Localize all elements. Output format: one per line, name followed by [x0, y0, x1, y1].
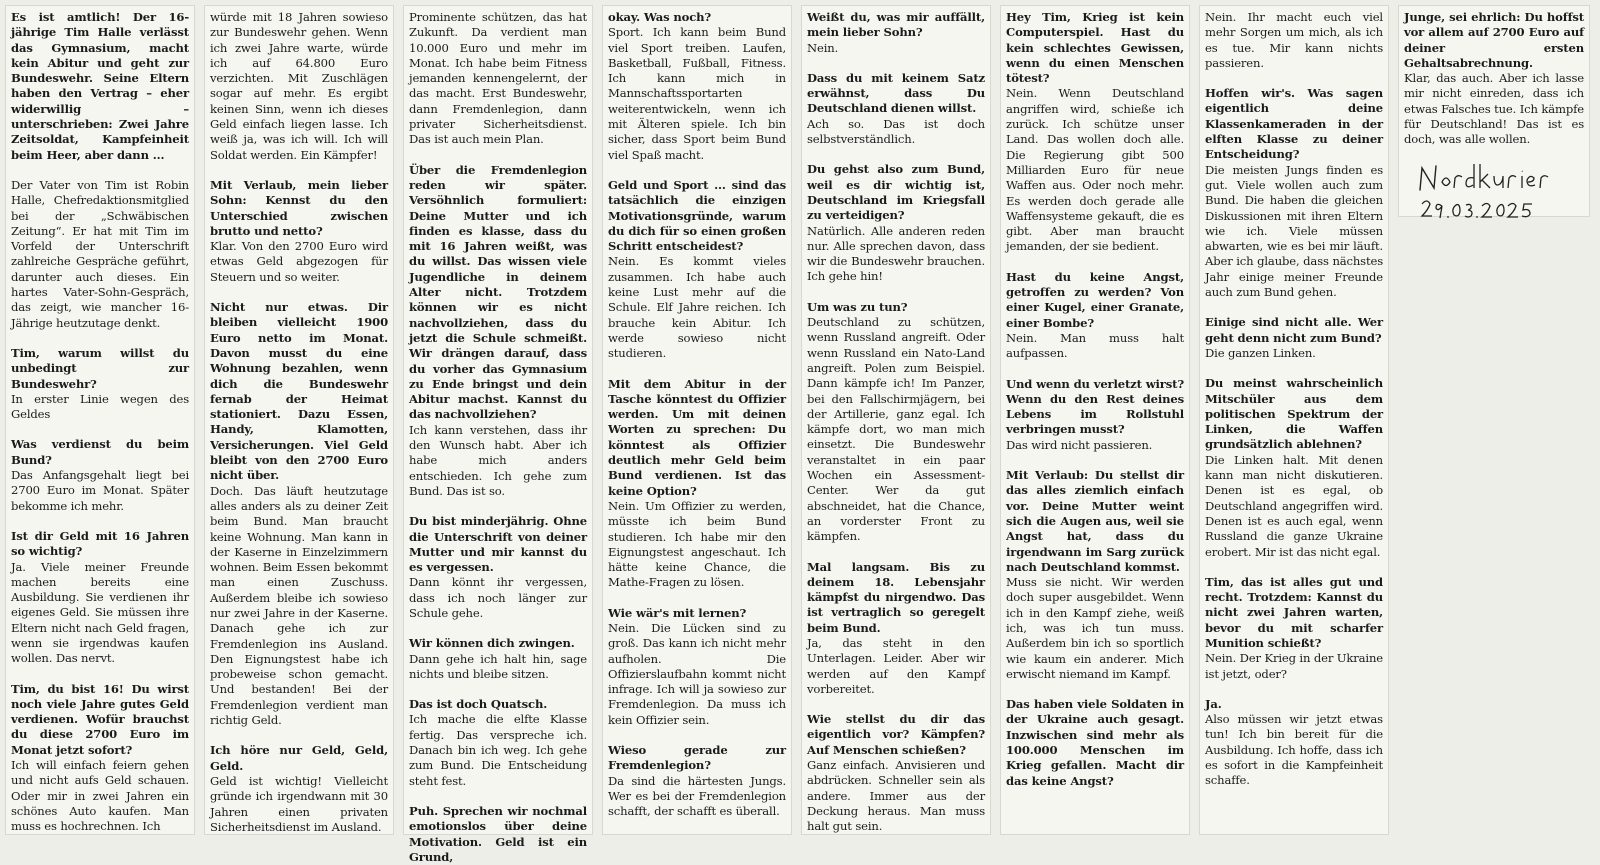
interview-question: Mit dem Abitur in der Tasche könntest du Offizier werden. Um mit deinen Worten zu sprechen: Du könntest als Offizier deutlich mehr Geld beim Bund verdienen. Ist das keine Option? — [608, 376, 786, 498]
interview-question: Tim, das ist alles gut und recht. Trotzdem: Kannst du nicht zwei Jahren warten, bevor du mit scharfer Munition schießt? — [1205, 574, 1383, 650]
interview-answer: Die ganzen Linken. — [1205, 345, 1316, 360]
interview-answer: Nein. Es kommt vieles zusammen. Ich habe auch keine Lust mehr auf die Schule. Elf Jahre reichen. Ich brauche kein Abitur. Ich werde sowieso nicht studieren. — [608, 254, 786, 361]
interview-question: Hey Tim, Krieg ist kein Computerspiel. Hast du kein schlechtes Gewissen, wenn du einen Menschen tötest? — [1006, 10, 1184, 86]
interview-question: Hoffen wir's. Was sagen eigentlich deine Klassenkameraden in der elften Klasse zu deiner Entscheidung? — [1205, 86, 1383, 162]
interview-answer: würde mit 18 Jahren sowieso zur Bundeswehr gehen. Wenn ich zwei Jahre warte, würde ich auf 64.800 Euro verzichten. Mit Zuschlägen sogar auf mehr. Es ergibt keinen Sinn, wenn ich dieses Geld einfach liegen lasse. Ich weiß ja, was ich will. Ich will Soldat werden. Ein Kämpfer! — [210, 10, 388, 162]
interview-answer: Nein. Der Krieg in der Ukraine ist jetzt, oder? — [1205, 651, 1383, 681]
interview-answer: Nein. Wenn Deutschland angriffen wird, schieße ich zurück. Ich schütze unser Land. Das wollen doch alle. Die Regierung gibt 500 Milliarden Euro für neue Waffen aus. Oder noch mehr. Es werden doch gerade alle Waffensysteme gekauft, die es gibt. Aber man braucht jemanden, der sie bedient. — [1006, 86, 1184, 254]
interview-answer: Ich will einfach feiern gehen und nicht aufs Geld schauen. Oder mir in zwei Jahren ein schönes Auto kaufen. Man muss es hochrechnen. Ich — [11, 758, 189, 834]
article-column-2 — [205, 6, 393, 834]
interview-question: Geld und Sport ... sind das tatsächlich die einzigen Motivationsgründe, warum du dich für so einen großen Schritt entscheidest? — [608, 177, 786, 254]
interview-answer: Also müssen wir jetzt etwas tun! Ich bin bereit für die Ausbildung. Ich hoffe, dass ich es sofort in die Kampfeinheit schaffe. — [1205, 712, 1383, 788]
article-column-6 — [1001, 6, 1189, 834]
interview-question: Du gehst also zum Bund, weil es dir wichtig ist, Deutschland im Kriegsfall zu verteidigen? — [807, 162, 985, 223]
interview-answer: Ich kann verstehen, dass ihr den Wunsch habt. Aber ich habe mich anders entschieden. Ich gehe zum Bund. Das ist so. — [409, 422, 587, 498]
interview-question: Du bist minderjährig. Ohne die Unterschrift von deiner Mutter und mir kannst du es vergessen. — [409, 514, 587, 575]
interview-question: Ich höre nur Geld, Geld, Geld. — [210, 743, 388, 773]
interview-question: Über die Fremdenlegion reden wir später. Versöhnlich formuliert: Deine Mutter und ich finden es klasse, dass du mit 16 Jahren weißt, was du willst. Das wissen viele Jugendliche in deinem Alter nicht. Trotzdem können wir es nicht nachvollziehen, dass du jetzt die Schule schmeißt. Wir drängen darauf, dass du vorher das Gymnasium zu Ende bringst und dein Abitur machst. Kannst du das nachvollziehen? — [409, 162, 587, 422]
interview-answer: Muss sie nicht. Wir werden doch super ausgebildet. Wenn ich in den Kampf ziehe, weiß ich, was ich tun muss. Außerdem bin ich so sportlich wie kaum ein anderer. Mich erwischt niemand im Kampf. — [1006, 575, 1184, 681]
interview-answer: Ja. Viele meiner Freunde machen bereits eine Ausbildung. Sie verdienen ihr eigenes Geld. Sie müssen ihre Eltern nicht nach Geld fragen, wenn sie irgendwas kaufen wollen. Das nervt. — [11, 559, 189, 666]
interview-answer: Deutschland zu schützen, wenn Russland angreift. Oder wenn Russland ein Nato-Land angreift. Polen zum Beispiel. Dann kämpfe ich! Im Panzer, bei den Fallschirmjägern, bei der Artillerie, ganz egal. Ich kämpfe dort, wo man mich einsetzt. Die Bundeswehr veranstaltet in ein paar Wochen ein Assessment-Center. Wer da gut abschneidet, hat die Chance, an vorderster Front zu kämpfen. — [807, 315, 985, 544]
interview-question: Dass du mit keinem Satz erwähnst, dass Du Deutschland dienen willst. — [807, 70, 985, 116]
interview-question: Nicht nur etwas. Dir bleiben vielleicht 1900 Euro netto im Monat. Davon musst du eine Wohnung bezahlen, wenn dich die Bundeswehr fernab der Heimat stationiert. Dazu Essen, Handy, Klamotten, Versicherungen. Viel Geld bleibt von den 2700 Euro nicht über. — [210, 300, 388, 483]
interview-answer: Der Vater von Tim ist Robin Halle, Chefredaktionsmitglied bei der „Schwäbischen Zeitung“. Er hat mit Tim im Vorfeld der Unterschrift zahlreiche Gespräche geführt, darunter auch dieses. Ein hartes Vater-Sohn-Gespräch, das zeigt, wie mancher 16-Jährige heutzutage denkt. — [11, 177, 189, 330]
interview-answer: Geld ist wichtig! Vielleicht gründe ich irgendwann mit 30 Jahren einen privaten Sicherheitsdienst im Ausland. — [210, 773, 388, 834]
interview-question: Wieso gerade zur Fremdenlegion? — [608, 743, 786, 773]
interview-answer: Die meisten Jungs finden es gut. Viele wollen auch zum Bund. Die haben die gleichen Diskussionen mit ihren Eltern wie ich. Viele müssen abwarten, wie es bei mir läuft. Aber ich glaube, dass nächstes Jahr einige meiner Freunde auch zum Bund gehen. — [1205, 162, 1383, 300]
interview-answer: Die Linken halt. Mit denen kann man nicht diskutieren. Denen ist es egal, ob Deutschland angegriffen wird. Denen ist es auch egal, wenn Russland die ganze Ukraine erobert. Mir ist das nicht egal. — [1205, 452, 1383, 559]
interview-question: Und wenn du verletzt wirst? Wenn du den Rest deines Lebens im Rollstuhl verbringen musst? — [1006, 376, 1184, 437]
interview-question: Tim, warum willst du unbedingt zur Bundeswehr? — [11, 345, 189, 391]
interview-question: Wie wär's mit lernen? — [608, 605, 747, 620]
interview-answer: Da sind die härtesten Jungs. Wer es bei der Fremdenlegion schafft, der schafft es überall. — [608, 773, 786, 819]
interview-question: Einige sind nicht alle. Wer geht denn nicht zum Bund? — [1205, 315, 1383, 345]
interview-question: Wie stellst du dir das eigentlich vor? Kämpfen? Auf Menschen schießen? — [807, 712, 985, 757]
interview-answer: Natürlich. Alle anderen reden nur. Alle sprechen davon, dass wir die Bundeswehr brauchen. Ich gehe hin! — [807, 223, 985, 284]
interview-answer: Nein. Ihr macht euch viel mehr Sorgen um mich, als ich es tue. Mir kann nichts passieren. — [1205, 10, 1383, 70]
interview-question: Junge, sei ehrlich: Du hoffst vor allem auf 2700 Euro auf deiner ersten Gehaltsabrechnung. — [1404, 10, 1584, 70]
interview-question: Puh. Sprechen wir nochmal emotionslos über deine Motivation. Geld ist ein Grund, — [409, 803, 587, 864]
interview-question: Ist dir Geld mit 16 Jahren so wichtig? — [11, 528, 189, 559]
interview-question: Ja. — [1205, 696, 1222, 711]
interview-answer: Dann könnt ihr vergessen, dass ich noch länger zur Schule gehe. — [409, 575, 587, 620]
interview-question: Hast du keine Angst, getroffen zu werden? Von einer Kugel, einer Granate, einer Bombe? — [1006, 269, 1184, 330]
article-column-7 — [1200, 6, 1388, 834]
interview-answer: Doch. Das läuft heutzutage alles anders als zu deiner Zeit beim Bund. Man braucht keine Wohnung. Man kann in der Kaserne in Einzelzimmern wohnen. Beim Essen bekommt man einen Zuschuss. Außerdem bleibe ich sowieso nur zwei Jahre in der Kaserne. Danach gehe ich zur Fremdenlegion ins Ausland. Den Eignungstest habe ich probeweise schon gemacht. Und bestanden! Bei der Fremdenlegion verdient man richtig Geld. — [210, 483, 388, 728]
interview-question: Das haben viele Soldaten in der Ukraine auch gesagt. Inzwischen sind mehr als 100.000 Menschen im Krieg gefallen. Macht dir das keine Angst? — [1006, 697, 1184, 788]
interview-question: Wir können dich zwingen. — [409, 636, 575, 651]
interview-question: Mal langsam. Bis zu deinem 18. Lebensjahr kämpfst du nirgendwo. Das ist vertraglich so geregelt beim Bund. — [807, 559, 985, 635]
interview-answer: In erster Linie wegen des Geldes — [11, 391, 189, 422]
interview-question: Es ist amtlich! Der 16-jährige Tim Halle verlässt das Gymnasium, macht kein Abitur und geht zur Bundeswehr. Seine Eltern haben den Vertrag – eher widerwillig – unterschrieben: Zwei Jahre Zeitsoldat, Kampfeinheit beim Heer, aber dann ... — [11, 10, 189, 162]
interview-answer: Prominente schützen, das hat Zukunft. Da verdient man 10.000 Euro und mehr im Monat. Ich habe beim Fitness jemanden kennengelernt, der das macht. Erst Bundeswehr, dann Fremdenlegion, dann privater Sicherheitsdienst. Das ist auch mein Plan. — [409, 10, 587, 147]
interview-answer: Das wird nicht passieren. — [1006, 437, 1153, 452]
interview-answer: Ach so. Das ist doch selbstverständlich. — [807, 116, 985, 147]
interview-answer: Nein. Die Lücken sind zu groß. Das kann ich nicht mehr aufholen. Die Offizierslaufbahn kommt nicht infrage. Ich will ja sowieso zur Fremdenlegion. Da muss ich kein Offizier sein. — [608, 620, 786, 727]
article-column-5 — [802, 6, 990, 834]
interview-answer: Nein. Um Offizier zu werden, müsste ich beim Bund studieren. Ich habe mir den Eignungstest angeschaut. Ich hätte keine Chance, die Mathe-Fragen zu lösen. — [608, 498, 786, 590]
interview-question: okay. Was noch? — [608, 10, 712, 24]
interview-question: Tim, du bist 16! Du wirst noch viele Jahre gutes Geld verdienen. Wofür brauchst du diese 2700 Euro im Monat jetzt sofort? — [11, 681, 189, 757]
interview-answer: Ich mache die elfte Klasse fertig. Das verspreche ich. Danach bin ich weg. Ich gehe zum Bund. Die Entscheidung steht fest. — [409, 712, 587, 788]
interview-answer: Das Anfangsgehalt liegt bei 2700 Euro im Monat. Später bekomme ich mehr. — [11, 468, 189, 513]
article-column-3 — [404, 6, 592, 864]
interview-question: Das ist doch Quatsch. — [409, 697, 548, 712]
interview-answer: Sport. Ich kann beim Bund viel Sport treiben. Laufen, Basketball, Fußball, Fitness. Ich kann mich in Mannschaftssportarten weiterentwickeln, wenn ich mit Älteren spiele. Ich bin sicher, dass Sport beim Bund viel Spaß macht. — [608, 25, 786, 162]
interview-question: Um was zu tun? — [807, 299, 908, 314]
interview-answer: Klar. Von den 2700 Euro wird etwas Geld abgezogen für Steuern und so weiter. — [210, 239, 388, 284]
article-column-1 — [6, 6, 194, 834]
interview-question: Mit Verlaub, mein lieber Sohn: Kennst du den Unterschied zwischen brutto und netto? — [210, 177, 388, 238]
interview-question: Mit Verlaub: Du stellst dir das alles ziemlich einfach vor. Deine Mutter weint sich die Augen aus, weil sie Angst hat, dass du irgendwann im Sarg zurück nach Deutschland kommst. — [1006, 468, 1184, 574]
handwritten-source-note — [1404, 160, 1584, 224]
interview-question: Du meinst wahrscheinlich Mitschüler aus dem politischen Spektrum der Linken, die Waffen grundsätzlich ablehnen? — [1205, 376, 1383, 452]
handwritten-signature — [1414, 160, 1564, 224]
article-column-4 — [603, 6, 791, 834]
article-column-8 — [1399, 6, 1589, 216]
interview-answer: Ja, das steht in den Unterlagen. Leider. Aber wir werden auf den Kampf vorbereitet. — [807, 635, 985, 696]
interview-answer: Klar, das auch. Aber ich lasse mir nicht einreden, dass ich etwas Falsches tue. Ich kämpfe für Deutschland! Das ist es doch, was alle wollen. — [1404, 71, 1584, 147]
interview-answer: Nein. Man muss halt aufpassen. — [1006, 330, 1184, 361]
interview-answer: Dann gehe ich halt hin, sage nichts und bleibe sitzen. — [409, 651, 587, 681]
interview-question: Was verdienst du beim Bund? — [11, 437, 189, 467]
interview-answer: Ganz einfach. Anvisieren und abdrücken. Schneller sein als andere. Immer aus der Deckung heraus. Man muss halt gut sein. — [807, 758, 985, 834]
interview-question: Weißt du, was mir auffällt, mein lieber Sohn? — [807, 10, 985, 40]
interview-answer: Nein. — [807, 40, 839, 55]
